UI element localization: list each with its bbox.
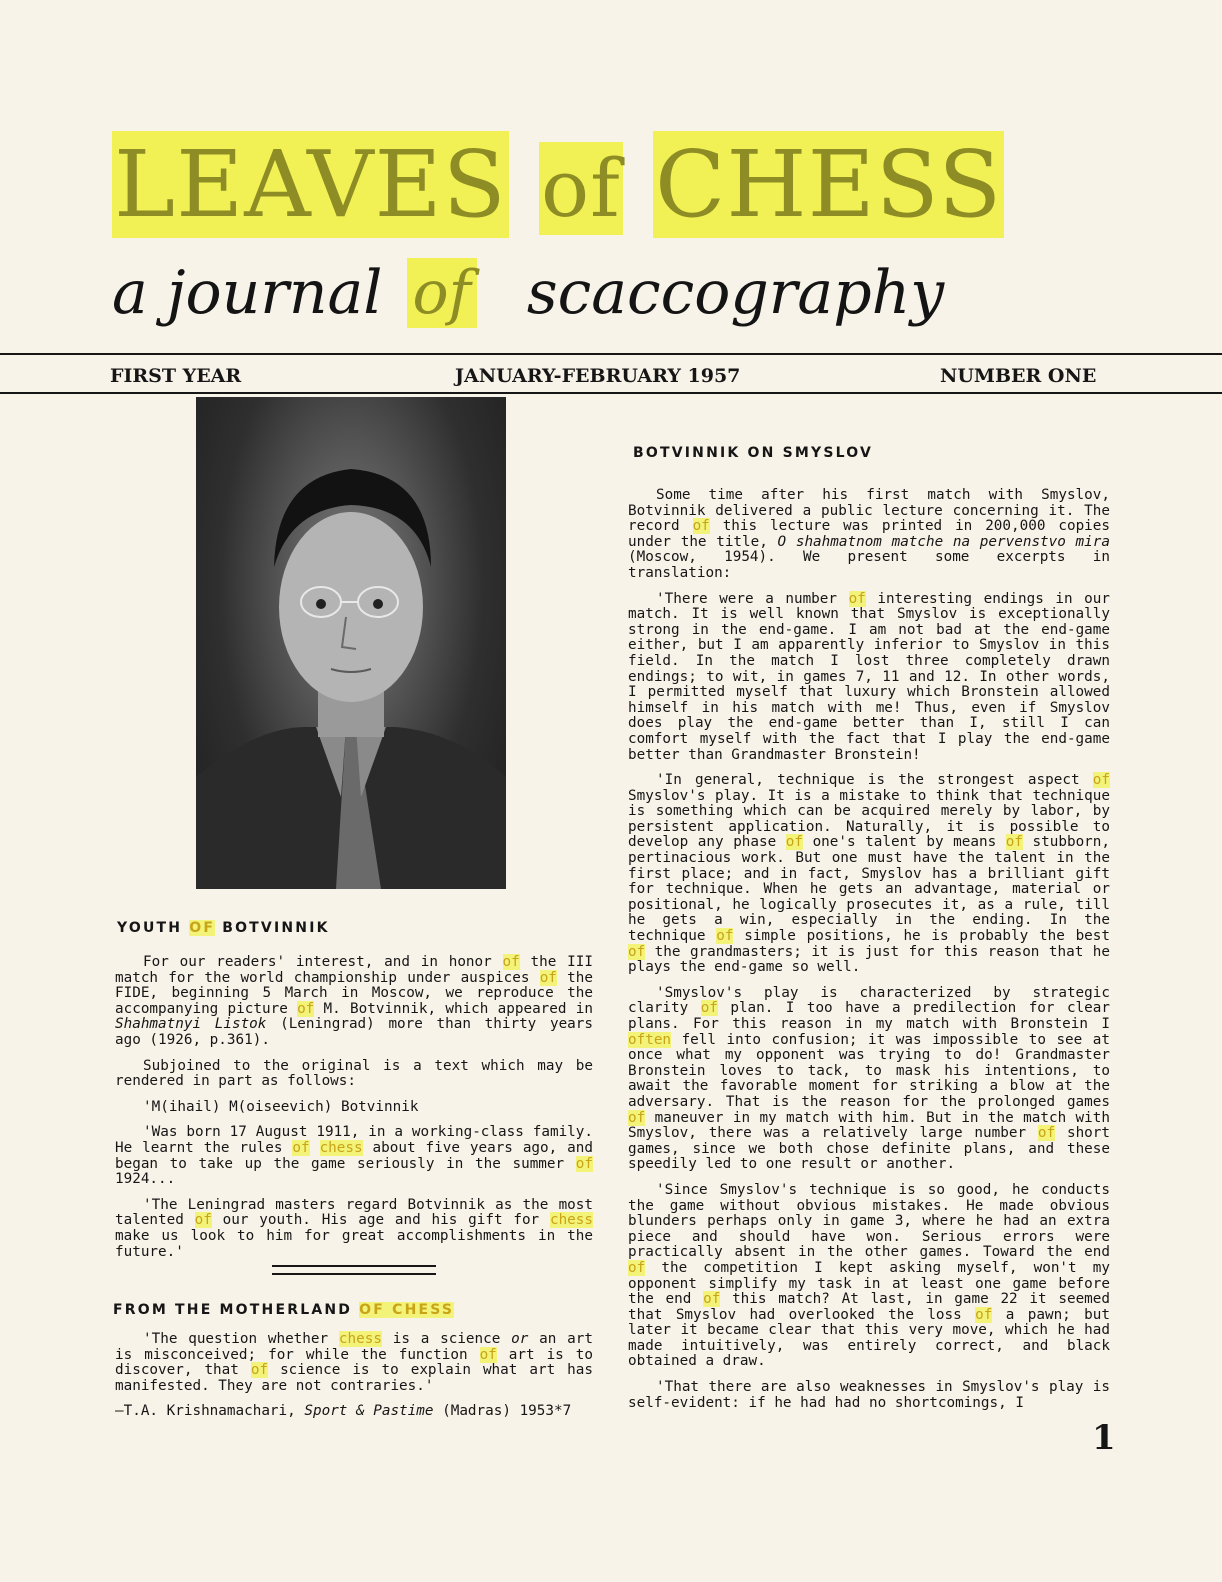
botvinnik-paragraph-3: 'In general, technique is the strongest aspect of Smyslov's play. It is a mistake to think that technique is something which can be acquired merely by labor, by persistent application. Naturally, it is possible to develop any phase of one's talent by means of stubborn, pertinacious work. But one must have the talent in the first place; and in fact, Smyslov has a brilliant gift for technique. When he gets an advantage, material or positional, he logically prosecutes it, as a rule, till he gets a win, especially in the ending. In the technique of simple positions, he is probably the best of the grandmasters; it is just for this reason that he plays the end-game so well. <box>628 772 1111 976</box>
title-word-of: of <box>540 142 621 235</box>
bottom-rule <box>0 392 1222 394</box>
botvinnik-article <box>628 488 1110 1421</box>
botvinnik-paragraph-2: 'There were a number of interesting endings in our match. It is well known that Smyslov is exceptionally strong in the end-game. I am not bad at the end-game either, but I am apparently inferior to Smyslov in this field. In the match I lost three completely drawn endings; to wit, in games 7, 11 and 12. In other words, I permitted myself that luxury which Bronstein allowed himself in his match with me! Thus, even if Smyslov does play the end-game better than I, still I can comfort myself with the fact that I play the end-game better than Grandmaster Bronstein! <box>628 590 1110 763</box>
motherland-source: —T.A. Krishnamachari, Sport & Pastime (Madras) 1953*7 <box>115 1403 572 1420</box>
youth-paragraph-5: 'The Leningrad masters regard Botvinnik as the most talented of our youth. His age and his gift for chess make us look to him for great accomplishments in the future.' <box>115 1196 594 1260</box>
heading-botvinnik-on-smyslov: BOTVINNIK ON SMYSLOV <box>633 445 874 461</box>
subtitle-of: of <box>407 258 477 328</box>
botvinnik-paragraph-4: 'Smyslov's play is characterized by strategic clarity of plan. I too have a predilection for clear plans. For this reason in my match with Bronstein I often fell into confusion; it was impossible to see at once what my opponent was trying to do! Grandmaster Bronstein loves to tack, to mask his intentions, to await the favorable moment for striking a blow at the adversary. That is the reason for the prolonged games of maneuver in my match with him. But in the match with Smyslov, there was a relatively large number of short games, since we both chose definite plans, and these speedily led to one result or another. <box>628 984 1110 1173</box>
top-rule <box>0 353 1222 355</box>
heading-youth-of-botvinnik: YOUTH OF BOTVINNIK <box>117 920 330 936</box>
section-divider <box>272 1265 436 1275</box>
title-word-chess: CHESS <box>655 131 1003 238</box>
issue-date: JANUARY-FEBRUARY 1957 <box>455 365 741 387</box>
youth-paragraph-1: For our readers' interest, and in honor of the III match for the world championship under auspices of the FIDE, beginning 5 March in Moscow, we reproduce the accompanying picture of M. Botvinnik, which appeared in Shahmatnyi Listok (Leningrad) more than thirty years ago (1926, p.361). <box>115 954 594 1048</box>
motherland-quote: 'The question whether chess is a science or an art is misconceived; for while the function of art is to discover, that of science is to explain what art has manifested. They are not contraries.' <box>115 1331 593 1394</box>
portrait-illustration <box>196 397 506 889</box>
youth-paragraph-3: 'M(ihail) M(oiseevich) Botvinnik <box>143 1098 419 1115</box>
youth-paragraph-2: Subjoined to the original is a text which may be rendered in part as follows: <box>115 1057 593 1090</box>
botvinnik-paragraph-5: 'Since Smyslov's technique is so good, he conducts the game without obvious mistakes. He made obvious blunders perhaps only in game 3, where he had an extra piece and should have won. Serious errors were practically absent in the other games. Toward the end of the competition I kept asking myself, won't my opponent simplify my task in at least one game before the end of this match? At last, in game 22 it seemed that Smyslov had overlooked the loss of a pawn; but later it became clear that this very move, which he had made intuitively, was entirely correct, and black obtained a draw. <box>628 1181 1110 1370</box>
page-number: 1 <box>1092 1418 1116 1458</box>
botvinnik-portrait-photo <box>196 397 506 889</box>
journal-subtitle <box>112 248 1012 338</box>
botvinnik-paragraph-1: Some time after his first match with Smyslov, Botvinnik delivered a public lecture concerning it. The record of this lecture was printed in 200,000 copies under the title, O shahmatnom matche na pervenstvo mira (Moscow, 1954). We present some excerpts in translation: <box>628 487 1110 581</box>
issue-year: FIRST YEAR <box>110 365 242 387</box>
subtitle-a-journal: a journal <box>112 258 383 328</box>
journal-title <box>112 131 1012 238</box>
title-word-leaves: LEAVES <box>114 131 507 238</box>
motherland-article <box>115 1332 593 1430</box>
heading-from-the-motherland: FROM THE MOTHERLAND OF CHESS <box>113 1302 455 1318</box>
youth-article <box>115 955 593 1270</box>
issue-number: NUMBER ONE <box>940 365 1097 387</box>
youth-paragraph-4: 'Was born 17 August 1911, in a working-class family. He learnt the rules of chess about five years ago, and began to take up the game seriously in the summer of 1924... <box>115 1124 594 1188</box>
subtitle-scaccography: scaccography <box>526 258 945 328</box>
botvinnik-paragraph-6: 'That there are also weaknesses in Smyslov's play is self-evident: if he had had no shortcomings, I <box>628 1379 1110 1411</box>
